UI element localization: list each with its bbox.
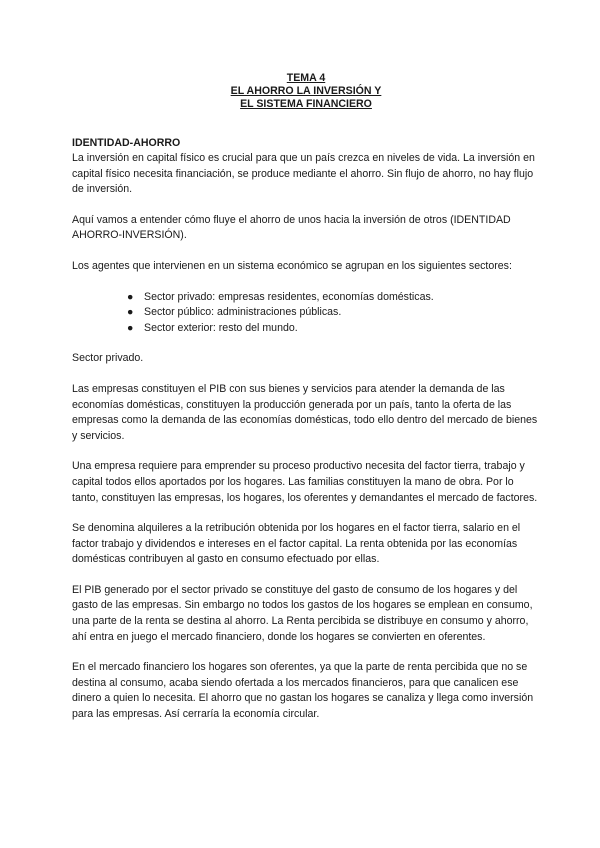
paragraph-pib-consumption: El PIB generado por el sector privado se constituye del gasto de consumo de los hogares y del gasto de las empresas. Sin embargo no todos los gastos de los hogares se emplean en consumo, una parte de la renta se destina al ahorro. La Renta percibida se distribuye en consumo y ahorro, ahí entra en juego el mercado financiero, donde los hogares se convierten en oferentes. <box>72 583 533 643</box>
paragraph-rents: Se denomina alquileres a la retribución obtenida por los hogares en el factor tierra, salario en el factor trabajo y dividendos e intereses en el factor capital. La renta obtenida por las economías domésticas contribuyen al gasto en consumo efectuado por ellas. <box>72 522 521 566</box>
list-item <box>127 305 540 321</box>
paragraph-financial-market: En el mercado financiero los hogares son oferentes, ya que la parte de renta percibida que no se destina al consumo, acaba siendo ofertada a los mercados financieros, para que canalicen ese dinero a quien lo necesita. El ahorro que no gastan los hogares se canaliza y llega como inversión para las empresas. Así cerraría la economía circular. <box>72 661 534 721</box>
paragraph-private-sector: Sector privado. <box>72 352 144 365</box>
title-line-1: TEMA 4 <box>286 72 326 84</box>
paragraph-agents: Los agentes que intervienen en un sistema económico se agrupan en los siguientes sectores: <box>72 259 512 272</box>
sector-external: Sector exterior: resto del mundo. <box>144 321 298 334</box>
sector-private: Sector privado: empresas residentes, economías domésticas. <box>144 290 434 303</box>
bullet-icon: ● <box>127 306 134 319</box>
sector-list <box>72 290 540 337</box>
list-item <box>127 321 540 337</box>
paragraph-companies-pib: Las empresas constituyen el PIB con sus bienes y servicios para atender la demanda de las economías domésticas, constituyen la producción generada por un país, tanto la oferta de las empresas como la demanda de las economías domésticas, todo ello dentro del mercado de bienes y servicios. <box>72 382 538 442</box>
section-heading: IDENTIDAD-AHORRO <box>72 137 181 149</box>
bullet-icon: ● <box>127 321 134 334</box>
title-line-2: EL AHORRO LA INVERSIÓN Y <box>230 85 382 97</box>
sector-public: Sector público: administraciones públicas. <box>144 306 342 319</box>
bullet-icon: ● <box>127 290 134 303</box>
title-line-3: EL SISTEMA FINANCIERO <box>240 98 372 110</box>
paragraph-identity: Aquí vamos a entender cómo fluye el ahorro de unos hacia la inversión de otros (IDENTIDAD AHORRO-INVERSIÓN). <box>72 213 511 242</box>
paragraph-production-factors: Una empresa requiere para emprender su proceso productivo necesita del factor tierra, trabajo y capital todos ellos aportados por los hogares. Las familias constituyen la mano de obra. Por lo tanto, constituyen las empresas, los hogares, los oferentes y demandantes el mercado de factores. <box>72 460 538 504</box>
list-item <box>127 290 540 306</box>
document-title <box>72 72 540 111</box>
intro-paragraph: La inversión en capital físico es crucial para que un país crezca en niveles de vida. La inversión en capital físico necesita financiación, se produce mediante el ahorro. Sin flujo de ahorro, no hay flujo de inversión. <box>72 152 535 196</box>
